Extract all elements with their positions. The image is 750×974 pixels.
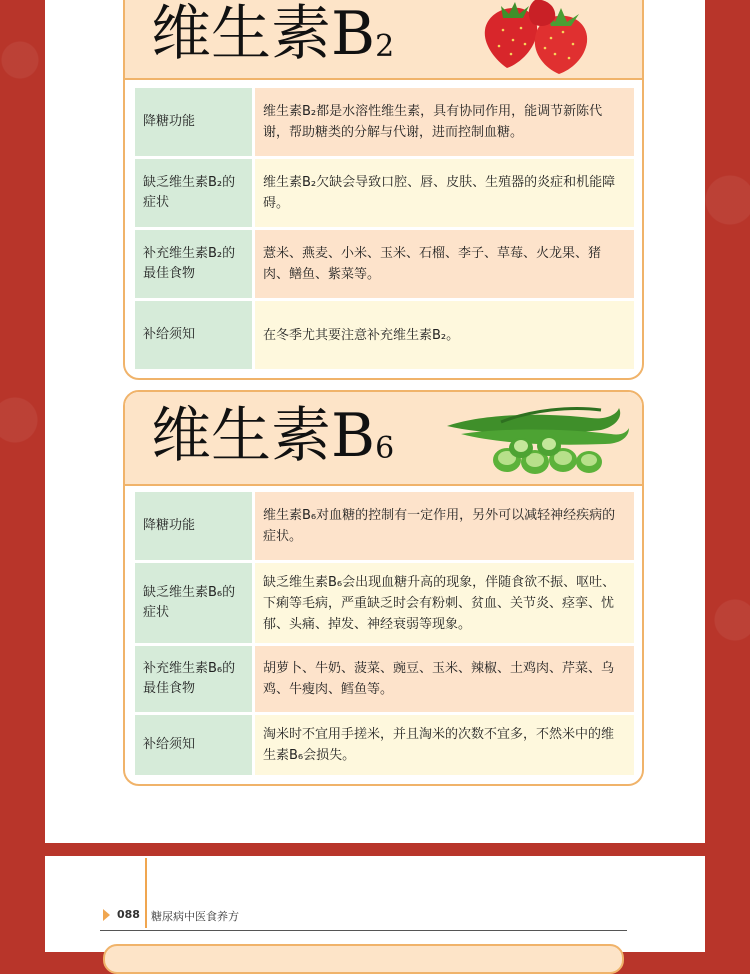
- row-label: 降糖功能: [135, 492, 252, 560]
- table-row: [135, 492, 634, 560]
- row-content: 薏米、燕麦、小米、玉米、石榴、李子、草莓、火龙果、猪肉、鳝鱼、紫菜等。: [255, 230, 634, 298]
- green-pepper-icon: [441, 400, 631, 484]
- row-content: 淘米时不宜用手搓米，并且淘米的次数不宜多，不然米中的维生素B₆会损失。: [255, 715, 634, 775]
- vitamin-b6-title: [151, 401, 395, 471]
- vitamin-b2-title-subscript: 2: [375, 29, 395, 64]
- table-row: [135, 301, 634, 369]
- page-marker-arrow-icon: [103, 909, 110, 921]
- table-row: [135, 230, 634, 298]
- page-number: 088: [117, 908, 140, 921]
- vitamin-b6-title-subscript: 6: [375, 431, 395, 466]
- row-label: 补充维生素B₂的最佳食物: [135, 230, 252, 298]
- row-label: 缺乏维生素B₆的症状: [135, 563, 252, 643]
- page-bottom: [45, 856, 705, 952]
- row-label: 补给须知: [135, 301, 252, 369]
- table-row: [135, 715, 634, 775]
- row-content: 维生素B₆对血糖的控制有一定作用，另外可以减轻神经疾病的症状。: [255, 492, 634, 560]
- row-content: 胡萝卜、牛奶、菠菜、豌豆、玉米、辣椒、土鸡肉、芹菜、乌鸡、牛瘦肉、鳕鱼等。: [255, 646, 634, 712]
- vitamin-b6-header: [125, 392, 642, 486]
- book-title: 糖尿病中医食养方: [151, 910, 239, 923]
- row-label: 补充维生素B₆的最佳食物: [135, 646, 252, 712]
- table-row: [135, 646, 634, 712]
- table-row: [135, 159, 634, 227]
- row-label: 补给须知: [135, 715, 252, 775]
- vitamin-b6-title-text: 维生素B: [151, 401, 376, 471]
- row-content: 维生素B₂都是水溶性维生素，具有协同作用，能调节新陈代谢，帮助糖类的分解与代谢，进而控制血糖。: [255, 88, 634, 156]
- footer-divider-vertical: [145, 858, 147, 928]
- vitamin-b2-header: [125, 0, 642, 80]
- table-row: [135, 88, 634, 156]
- vitamin-b2-card: [123, 0, 644, 380]
- vitamin-b6-card: [123, 390, 644, 786]
- table-row: [135, 563, 634, 643]
- strawberry-icon: [473, 0, 603, 76]
- row-content: 在冬季尤其要注意补充维生素B₂。: [255, 301, 634, 369]
- vitamin-b2-title: [151, 0, 395, 69]
- footer-divider-horizontal: [100, 930, 627, 931]
- row-label: 缺乏维生素B₂的症状: [135, 159, 252, 227]
- row-label: 降糖功能: [135, 88, 252, 156]
- vitamin-b2-title-text: 维生素B: [151, 0, 376, 69]
- row-content: 维生素B₂欠缺会导致口腔、唇、皮肤、生殖器的炎症和机能障碍。: [255, 159, 634, 227]
- row-content: 缺乏维生素B₆会出现血糖升高的现象，伴随食欲不振、呕吐、下痢等毛病，严重缺乏时会有粉刺、贫血、关节炎、痉挛、忧郁、头痛、掉发、神经衰弱等现象。: [255, 563, 634, 643]
- next-card-top-edge: [103, 944, 624, 974]
